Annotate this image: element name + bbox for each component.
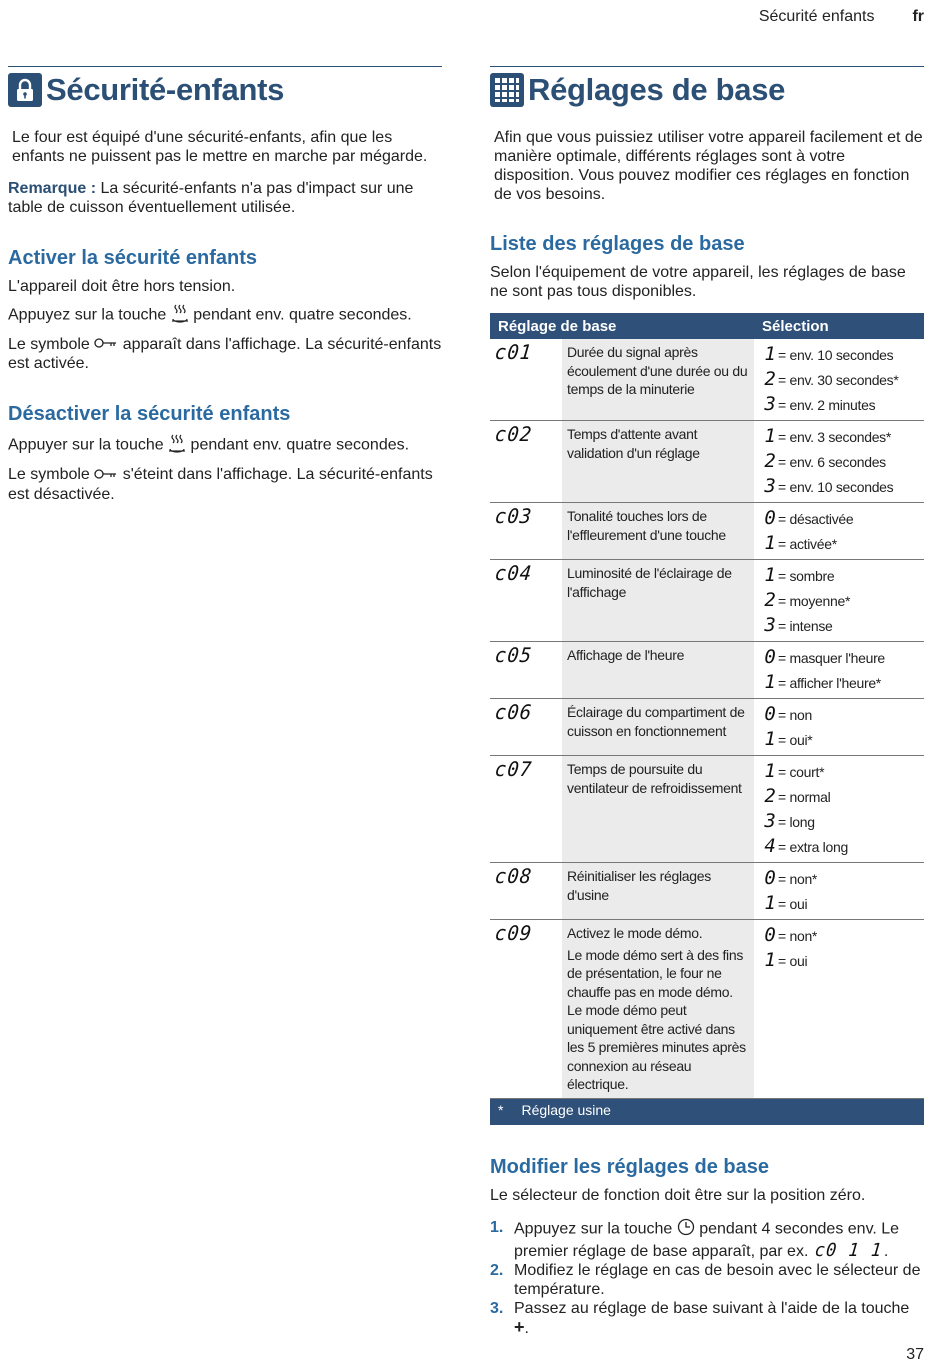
- setting-description: [562, 503, 754, 560]
- table-row: [490, 642, 924, 699]
- step-3a: Passez au réglage de base suivant à l'aide de la touche: [514, 1299, 910, 1317]
- left-column: [8, 66, 442, 504]
- activate-p2a: Appuyez sur la touche: [8, 306, 171, 324]
- setting-selection: [754, 699, 924, 756]
- step-1c: .: [883, 1242, 889, 1260]
- table-row: [490, 339, 924, 421]
- option-value: 2: [764, 589, 776, 611]
- setting-code: c05: [493, 643, 534, 667]
- activate-heading: Activer la sécurité enfants: [8, 247, 257, 269]
- setting-code-cell: [490, 560, 562, 642]
- setting-description: [562, 920, 754, 1099]
- activate-p3a: Le symbole: [8, 336, 95, 353]
- option-label: = intense: [778, 618, 833, 634]
- setting-description-text: Luminosité de l'éclairage de l'affichage: [567, 565, 732, 600]
- setting-selection: [754, 339, 924, 421]
- table-row: [490, 756, 924, 863]
- step-3c: .: [524, 1319, 529, 1337]
- option-value: 3: [764, 393, 776, 415]
- setting-selection: [754, 503, 924, 560]
- heat-key-icon: [168, 433, 186, 458]
- step-text: Modifiez le réglage en cas de besoin avec le sélecteur de température.: [514, 1261, 921, 1298]
- option-value: 2: [764, 785, 776, 807]
- selection-option: [762, 474, 924, 499]
- setting-code-cell: [490, 920, 562, 1099]
- setting-description-text: Réinitialiser les réglages d'usine: [567, 868, 711, 903]
- deactivate-p2: [8, 465, 442, 503]
- option-label: = moyenne*: [778, 593, 851, 609]
- step-1b: pendant 4 secondes env. Le premier réglage de base apparaît, par ex.: [514, 1220, 900, 1260]
- deactivate-p1: [8, 433, 442, 458]
- setting-code: c01: [493, 340, 534, 364]
- running-head: [759, 8, 924, 26]
- settings-list-intro: Selon l'équipement de votre appareil, les réglages de base ne sont pas tous disponibles.: [490, 264, 906, 300]
- step-number: 1.: [490, 1218, 504, 1236]
- option-value: 3: [764, 475, 776, 497]
- setting-selection: [754, 863, 924, 920]
- step-text: [514, 1299, 924, 1338]
- option-label: = sombre: [778, 568, 835, 584]
- option-value: 1: [764, 532, 776, 554]
- option-label: = oui: [778, 896, 808, 912]
- table-row: [490, 699, 924, 756]
- option-value: 3: [764, 614, 776, 636]
- table-row: [490, 863, 924, 920]
- option-label: = désactivée: [778, 511, 854, 527]
- table-row: [490, 503, 924, 560]
- selection-option: [762, 392, 924, 417]
- setting-description: [562, 642, 754, 699]
- deactivate-p1a: Appuyer sur la touche: [8, 437, 169, 454]
- selection-option: [762, 342, 924, 367]
- option-value: 1: [764, 425, 776, 447]
- option-value: 1: [764, 671, 776, 693]
- setting-code: c06: [493, 700, 534, 724]
- table-row: [490, 560, 924, 642]
- setting-code: c08: [493, 864, 534, 888]
- running-head-lang: fr: [912, 8, 924, 25]
- setting-description-text: Activez le mode démo.: [567, 925, 703, 941]
- keypad-icon: [490, 73, 524, 107]
- setting-code: c03: [493, 504, 534, 528]
- setting-code: c07: [493, 757, 534, 781]
- table-footnote: [490, 1099, 924, 1125]
- basic-settings-intro: Afin que vous puissiez utiliser votre appareil facilement et de manière optimale, différents réglages sont à votre disposition. Vous pouvez modifier ces réglages en fonction de vos besoins.: [494, 129, 923, 203]
- setting-description-text: Éclairage du compartiment de cuisson en fonctionnement: [567, 704, 745, 739]
- step-number: 3.: [490, 1299, 504, 1317]
- table-header-row: [490, 313, 924, 339]
- setting-description: [562, 421, 754, 503]
- setting-description-detail: Le mode démo sert à des fins de présentation, le four ne chauffe pas en mode démo. Le mode démo peut uniquement être activé dans les 5 premières minutes après connexion au réseau électrique.: [567, 946, 746, 1092]
- right-column: [490, 66, 924, 1338]
- option-value: 4: [764, 835, 776, 857]
- deactivate-heading: Désactiver la sécurité enfants: [8, 403, 291, 426]
- option-value: 1: [764, 892, 776, 914]
- setting-code: c09: [493, 921, 534, 945]
- settings-table-body: [490, 339, 924, 1098]
- selection-option: [762, 759, 924, 784]
- selection-option: [762, 702, 924, 727]
- setting-description-text: Temps de poursuite du ventilateur de refroidissement: [567, 761, 742, 796]
- step-text: [514, 1218, 924, 1261]
- activate-p3b: apparaît dans l'affichage. La sécurité-enfants est activée.: [8, 336, 442, 373]
- setting-selection: [754, 920, 924, 1099]
- selection-option: [762, 424, 924, 449]
- note-text: La sécurité-enfants n'a pas d'impact sur une table de cuisson éventuellement utilisée.: [8, 180, 414, 216]
- setting-code: c02: [493, 422, 534, 446]
- selection-option: [762, 563, 924, 588]
- lock-icon: [8, 73, 42, 107]
- modify-heading: Modifier les réglages de base: [490, 1155, 769, 1178]
- modify-steps: [490, 1218, 924, 1338]
- selection-option: [762, 367, 924, 392]
- option-value: 3: [764, 810, 776, 832]
- option-value: 0: [764, 703, 776, 725]
- footnote-mark: *: [498, 1101, 504, 1118]
- settings-list-heading: Liste des réglages de base: [490, 233, 745, 255]
- option-label: = normal: [778, 789, 831, 805]
- child-lock-intro: Le four est équipé d'une sécurité-enfants, afin que les enfants ne puissent pas le mettre en marche par mégarde.: [12, 129, 428, 165]
- selection-option: [762, 727, 924, 752]
- option-label: = env. 30 secondes*: [778, 372, 899, 388]
- option-label: = court*: [778, 764, 825, 780]
- setting-code-cell: [490, 756, 562, 863]
- setting-selection: [754, 421, 924, 503]
- option-value: 1: [764, 564, 776, 586]
- setting-code-cell: [490, 339, 562, 421]
- option-label: = env. 3 secondes*: [778, 429, 892, 445]
- option-label: = env. 10 secondes: [778, 347, 894, 363]
- note-label: Remarque :: [8, 180, 97, 197]
- child-lock-heading: [8, 66, 442, 106]
- option-label: = activée*: [778, 536, 837, 552]
- setting-selection: [754, 642, 924, 699]
- setting-description-text: Tonalité touches lors de l'effleurement d'une touche: [567, 508, 726, 543]
- setting-description-text: Durée du signal après écoulement d'une durée ou du temps de la minuterie: [567, 344, 748, 397]
- option-label: = env. 10 secondes: [778, 479, 894, 495]
- child-lock-note: [8, 179, 442, 217]
- option-value: 1: [764, 343, 776, 365]
- option-label: = extra long: [778, 839, 848, 855]
- clock-icon: [677, 1218, 695, 1241]
- option-value: 0: [764, 924, 776, 946]
- table-row: [490, 421, 924, 503]
- footnote-text: Réglage usine: [521, 1101, 611, 1118]
- table-header-selection: Sélection: [754, 313, 924, 339]
- option-label: = afficher l'heure*: [778, 675, 881, 691]
- setting-description: [562, 699, 754, 756]
- child-lock-title: Sécurité-enfants: [46, 71, 285, 107]
- selection-option: [762, 449, 924, 474]
- modify-intro: Le sélecteur de fonction doit être sur la position zéro.: [490, 1186, 866, 1204]
- setting-description-text: Temps d'attente avant validation d'un réglage: [567, 426, 700, 461]
- option-value: 2: [764, 368, 776, 390]
- setting-description: [562, 560, 754, 642]
- setting-code-cell: [490, 642, 562, 699]
- setting-description: [562, 756, 754, 863]
- option-value: 0: [764, 646, 776, 668]
- option-value: 2: [764, 450, 776, 472]
- setting-description-text: Affichage de l'heure: [567, 647, 685, 663]
- step-item: [490, 1261, 924, 1299]
- activate-p2b: pendant env. quatre secondes.: [188, 306, 412, 324]
- basic-settings-heading: [490, 66, 924, 106]
- option-label: = masquer l'heure: [778, 650, 885, 666]
- selection-option: [762, 866, 924, 891]
- table-row: [490, 920, 924, 1099]
- setting-code-cell: [490, 421, 562, 503]
- option-value: 1: [764, 760, 776, 782]
- page-number: 37: [906, 1346, 924, 1363]
- activate-p3: [8, 335, 442, 373]
- activate-p2: [8, 303, 442, 328]
- option-label: = oui*: [778, 732, 813, 748]
- option-value: 0: [764, 867, 776, 889]
- option-label: = oui: [778, 953, 808, 969]
- key-symbol-icon: [94, 466, 118, 485]
- selection-option: [762, 784, 924, 809]
- setting-code-cell: [490, 503, 562, 560]
- deactivate-p2b: s'éteint dans l'affichage. La sécurité-enfants est désactivée.: [8, 466, 433, 503]
- table-header-setting: Réglage de base: [490, 313, 754, 339]
- plus-key-icon: +: [514, 1316, 525, 1337]
- option-label: = long: [778, 814, 815, 830]
- option-value: 0: [764, 507, 776, 529]
- setting-selection: [754, 560, 924, 642]
- selection-option: [762, 670, 924, 695]
- heat-key-icon: [171, 303, 189, 328]
- setting-description: [562, 863, 754, 920]
- activate-p1: L'appareil doit être hors tension.: [8, 278, 236, 295]
- selection-option: [762, 923, 924, 948]
- option-label: = env. 6 secondes: [778, 454, 886, 470]
- selection-option: [762, 588, 924, 613]
- option-label: = non*: [778, 928, 818, 944]
- setting-description: [562, 339, 754, 421]
- option-label: = non: [778, 707, 812, 723]
- selection-option: [762, 613, 924, 638]
- setting-selection: [754, 756, 924, 863]
- selection-option: [762, 809, 924, 834]
- setting-code-cell: [490, 863, 562, 920]
- selection-option: [762, 948, 924, 973]
- option-label: = non*: [778, 871, 818, 887]
- setting-code: c04: [493, 561, 534, 585]
- selection-option: [762, 891, 924, 916]
- setting-code-cell: [490, 699, 562, 756]
- deactivate-p2a: Le symbole: [8, 466, 95, 484]
- selection-option: [762, 834, 924, 859]
- step-item: [490, 1299, 924, 1338]
- key-symbol-icon: [94, 335, 118, 354]
- step-1a: Appuyez sur la touche: [514, 1220, 677, 1238]
- option-value: 1: [764, 728, 776, 750]
- step-item: [490, 1218, 924, 1261]
- selection-option: [762, 506, 924, 531]
- basic-settings-title: Réglages de base: [528, 71, 786, 107]
- running-head-section: Sécurité enfants: [758, 8, 875, 25]
- selection-option: [762, 531, 924, 556]
- settings-table: [490, 313, 924, 1099]
- deactivate-p1b: pendant env. quatre secondes.: [186, 437, 410, 454]
- option-label: = env. 2 minutes: [778, 397, 876, 413]
- step-number: 2.: [490, 1261, 504, 1279]
- option-value: 1: [764, 949, 776, 971]
- selection-option: [762, 645, 924, 670]
- step-1-code: c0 1 1: [813, 1239, 884, 1261]
